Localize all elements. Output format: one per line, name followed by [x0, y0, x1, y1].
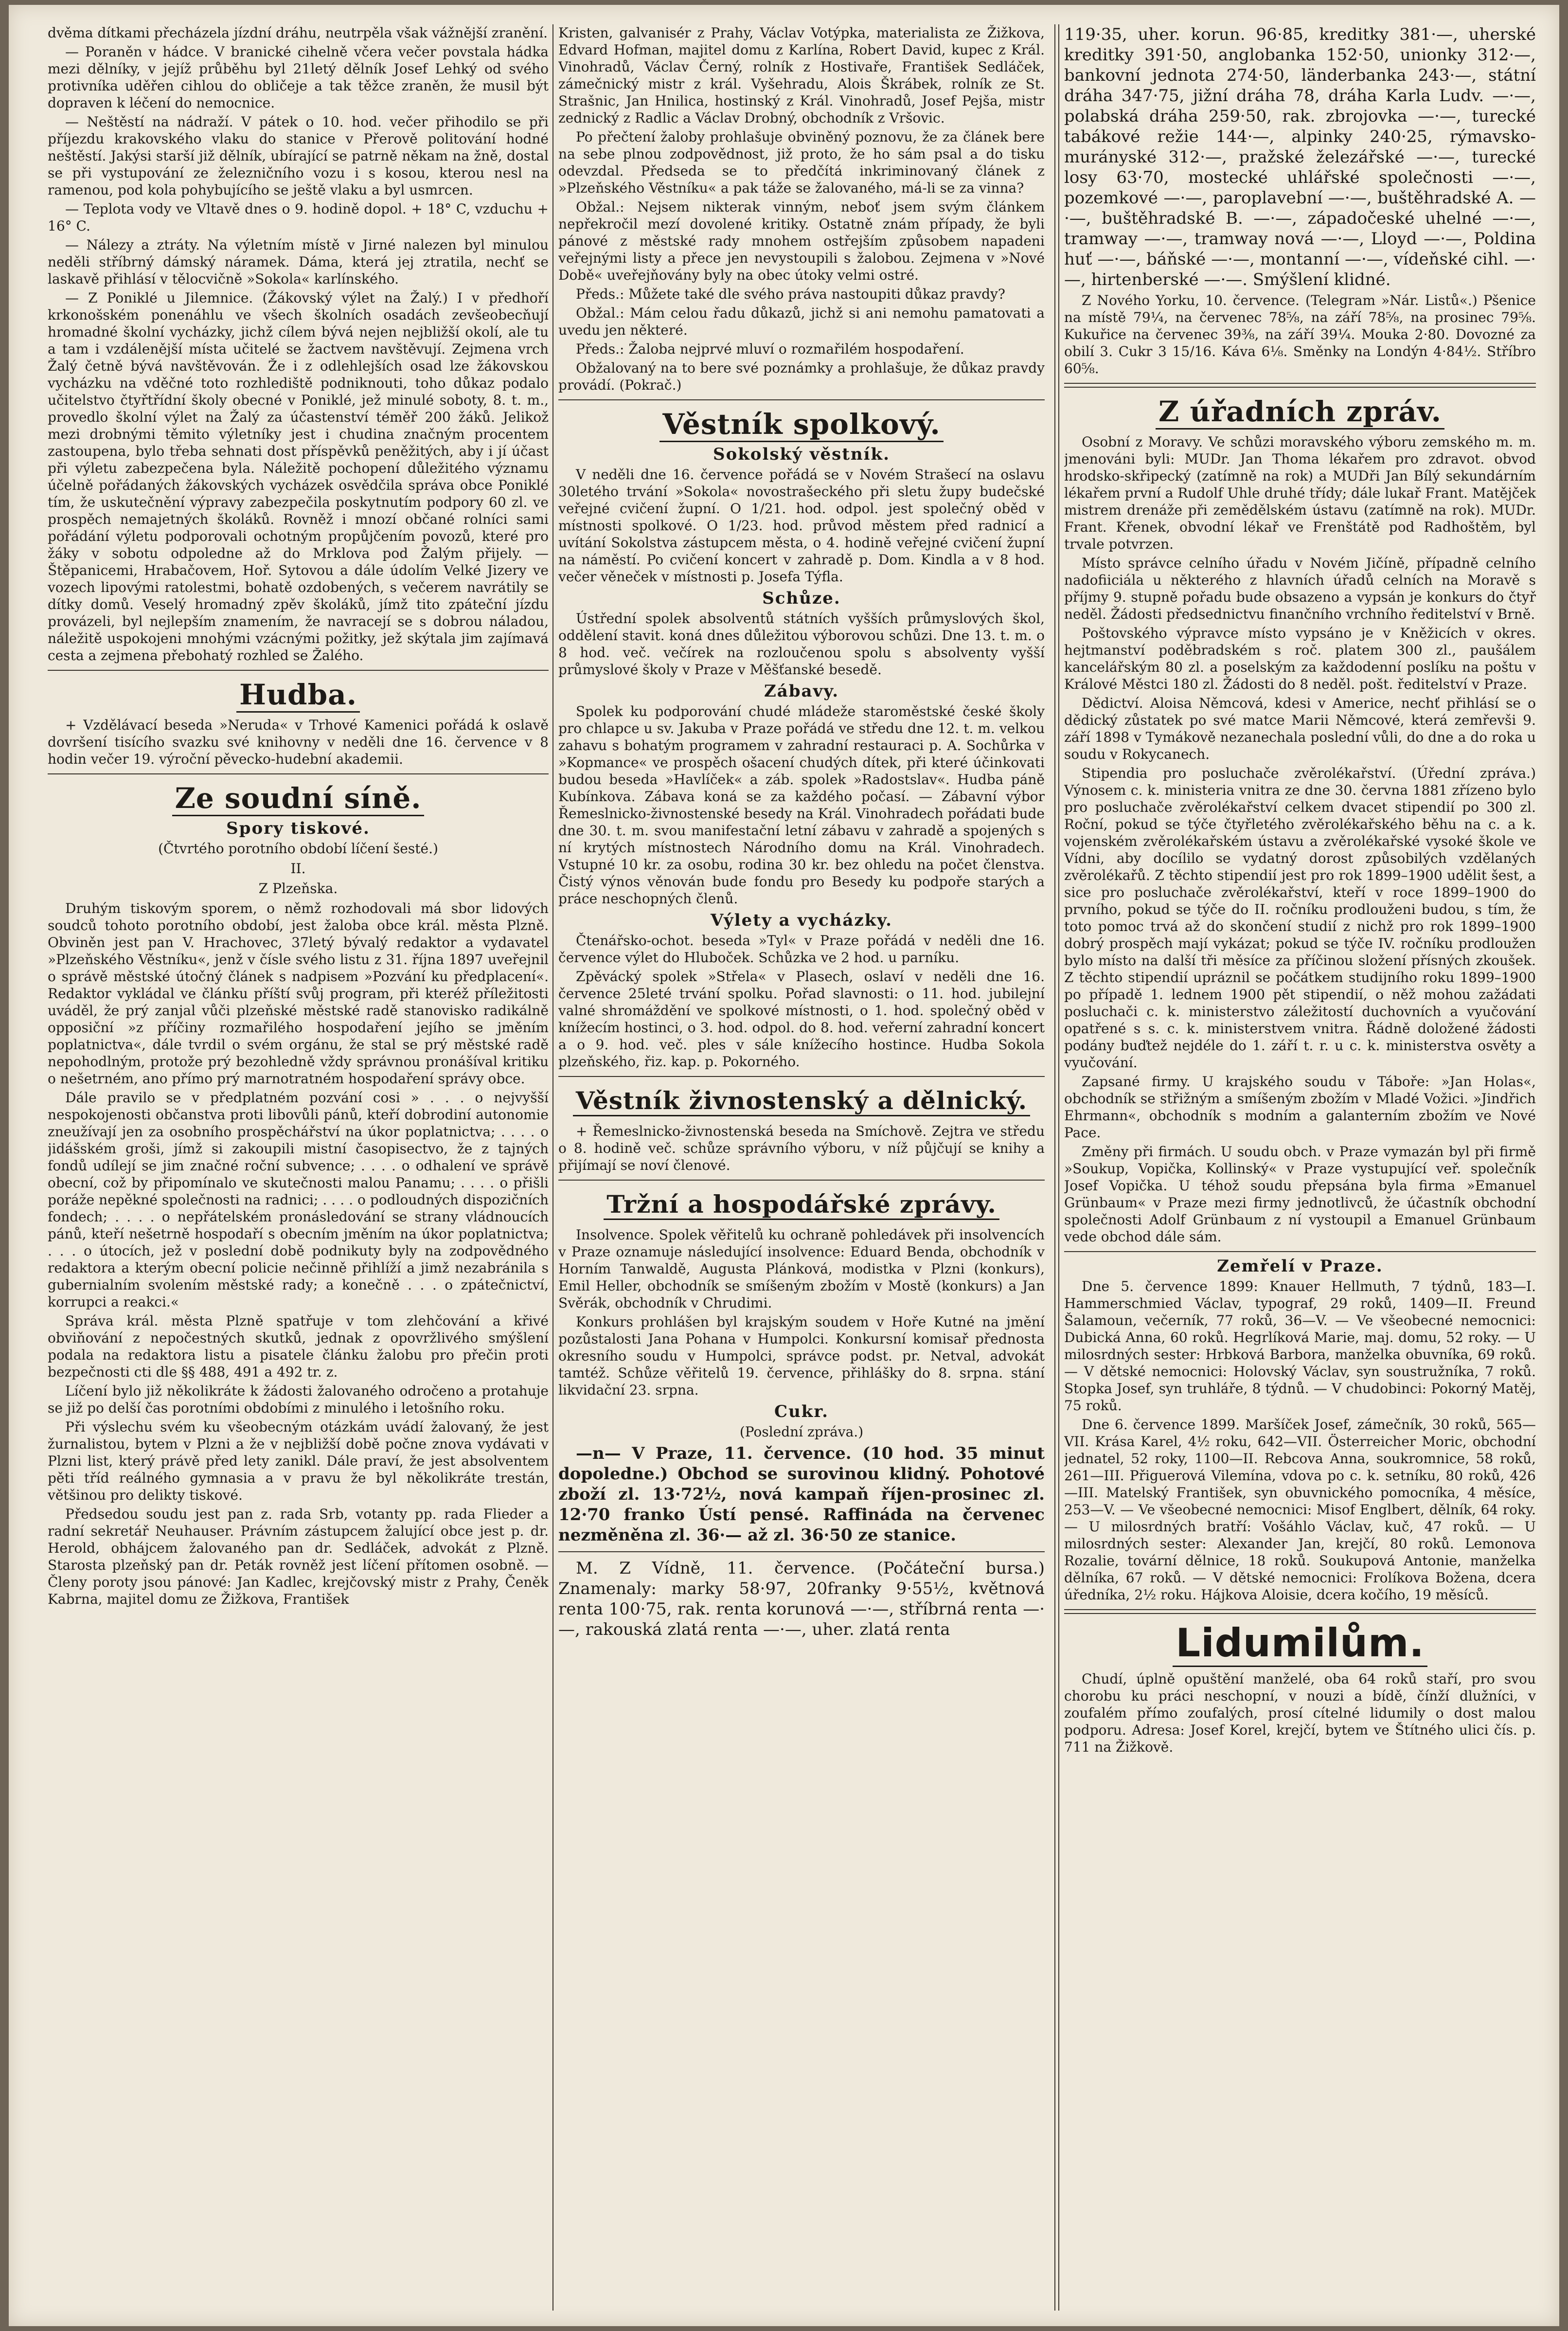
divider [1064, 1251, 1536, 1252]
divider [1064, 383, 1536, 388]
section-title-vestnik-spolkovy: Věstník spolkový. [558, 407, 1045, 441]
column-1 [48, 24, 549, 2311]
paragraph: Předs.: Můžete také dle svého práva nastoupiti důkaz pravdy? [576, 286, 1005, 302]
paragraph: Spolek ku podporování chudé mládeže staroměstské české školy pro chlapce u sv. Jakuba v Praze pořádá ve středu dne 12. t. m. velkou zahavu s bohatým programem v zahradní restauraci p. A. Sochůrka v »Kopmance« ve prospěch ošacení chudých dítek, při které účinkovati budou beseda »Havlíček« a záb. spolek »Radostslav«. Hudba páně Kubínkova. Zábava koná se za každého počasí. — Zábavní výbor Řemeslnicko-živnostenské besedy na Král. Vinohradech pořádati bude dne 30. t. m. svou manifestační letní zábavu v zahradě a spojených s ní krytých místnostech Národního domu na Král. Vinohradech. Vstupné 10 kr. za osobu, rodina 30 kr. bez ohledu na počet členstva. Čistý výnos věnován bude fondu pro Besedy ku podpoře starých a práce neschopných členů. [558, 703, 1045, 907]
paragraph: Zpěvácký spolek »Střela« v Plasech, oslaví v neděli dne 16. července 25leté trvání spolku. Pořad slavnosti: o 11. hod. jubilejní valné shromáždění ve spolkové místnosti, o 1. hod. společný oběd v knížecím hostinci, o 3. hod. odpol. do 8. hod. veřerní zahradní koncert a o 9. hod. več. ples v sále knížecího hostince. Hudba Sokola plzeňského, řiz. kap. p. Pokorného. [558, 968, 1045, 1070]
paragraph: Po přečtení žaloby prohlašuje obviněný poznovu, že za článek bere na sebe plnou zodpovědnost, již proto, že ho sám psal a do tisku odevzdal. Předseda se to předčítá inkriminovaný článek z »Plzeňského Věstníku« a pak táže se žalovaného, má-li se za vinna? [558, 129, 1045, 196]
paragraph: Stipendia pro posluchače zvěrolékařství. (Úřední zpráva.) Výnosem c. k. ministeria vnitra ze dne 30. června 1881 zřízeno bylo pro posluchače zvěrolékařství celkem dvacet stipendií po 300 zl. Roční, pokud se týče čtyřletého zvěrolékařského běhu na c. a k. vojenském zvěrolékařském ústavu a zvěrolékařské vysoké škole ve Vídni, aby docílilo se vydatný dorost způsobilých vzdělaných zvěrolékařů. Z těchto stipendií jest pro rok 1899–1900 udělit šest, a sice pro posluchače zvěrolékařství, kteří v roce 1899–1900 do prvního, pokud se týče do II. ročníku prodlouženi budou, s tím, že toto pomoc trvá až do skončení studií z nichž pro rok 1899–1900 dobrý prospěch mají vykázat; pokud se týče IV. ročníku prodloužen bylo místo na další tři měsíce za příčinou složení přísných zkoušek. Z těchto stipendií upráznil se počátkem studijního roku 1899–1900 po případě 1. lednem 1900 pět stipendií, o něž mohou zažádati posluchači c. k. ministerstvo záležitostí duchovních a vyučování opatřené s s. c. k. ministerstvem vnitra. Řádně doložené žádosti podány buďtež nejdéle do 1. září t. r. u c. k. ministerstva osvěty a vyučování. [1064, 765, 1536, 1071]
paragraph: Líčení bylo již několikráte k žádosti žalovaného odročeno a protahuje se již po delší čas porotními obdobími z minulého i letošního roku. [48, 1383, 549, 1416]
subheading: Schůze. [762, 589, 841, 608]
column-rule [1054, 24, 1055, 2311]
paragraph: + Vzdělávací beseda »Neruda« v Trhové Kamenici pořádá k oslavě dovršení tisícího svazku své knihovny v neděli dne 16. července v 8 hodin večer 19. výroční pěvecko-hudební akademii. [48, 717, 549, 767]
paragraph: Správa král. města Plzně spatřuje v tom zlehčování a křivé obviňování z nepočestných skutků, jednak z opovržlivého smýšlení podala na redaktora listu a pisatele článku žalobu pro přečin proti bezpečnosti cti dle §§ 488, 491 a 492 tr. z. [48, 1313, 549, 1380]
paragraph: Předsedou soudu jest pan z. rada Srb, votanty pp. rada Flieder a radní sekretář Neuhauser. Právním zástupcem žalující obce jest p. dr. Herold, obhájcem žalovaného pan dr. Sedláček, advokát z Plzně. Starosta plzeňský pan dr. Peták rovněž jest líčení přítomen osobně. — Členy poroty jsou pánové: Jan Kadlec, krejčovský mistr z Prahy, Čeněk Kabrna, majitel domu ze Žižkova, František [48, 1506, 549, 1607]
paragraph: + Řemeslnicko-živnostenská beseda na Smíchově. Zejtra ve středu o 8. hodině več. schůze správního výboru, v níž půjčují se knihy a přijímají se noví členové. [558, 1123, 1045, 1173]
paragraph: Z Nového Yorku, 10. července. (Telegram »Nár. Listů«.) Pšenice na místě 79¼, na červenec 78⅝, na září 78⅝, na prosinec 79⅝. Kukuřice na červenec 39⅜, na září 39¼. Mouka 2·80. Dovozné za obilí 3. Cukr 3 15/16. Káva 6⅛. Směnky na Londýn 4·84½. Stříbro 60⅝. [1064, 292, 1536, 377]
paragraph: Ústřední spolek absolventů státních vyšších průmyslových škol, oddělení stavit. koná dnes důležitou výborovou schůzi. Dne 13. t. m. o 8 hod. več. večírek na rozloučenou spolu s absolventy vyšší průmyslové školy v Praze v Měšťanské besedě. [558, 610, 1045, 678]
divider [48, 670, 549, 671]
section-title-trzni-zpravy: Tržní a hospodářské zprávy. [558, 1187, 1045, 1221]
paragraph: Dědictví. Aloisa Němcová, kdesi v Americe, nechť přihlásí se o dědický zůstatek po své matce Marii Němcové, která zemřevši 9. září 1898 v Tymákově nezanechala poslední vůli, do dne a do roka u soudu v Rokycanech. [1064, 695, 1536, 762]
paragraph: M. Z Vídně, 11. července. (Počáteční bursa.) Znamenaly: marky 58·97, 20franky 9·55½, květnová renta 100·75, rak. renta korunová —·—, stříbrná renta —·—, rakouská zlatá renta —·—, uher. zlatá renta [558, 1559, 1045, 1639]
divider [48, 773, 549, 774]
section-title-hudba: Hudba. [48, 678, 549, 712]
divider [1064, 1609, 1536, 1614]
subheading: Zemřelí v Praze. [1217, 1256, 1383, 1276]
divider [558, 1180, 1045, 1181]
paragraph: Osobní z Moravy. Ve schůzi moravského výboru zemského m. m. jmenováni byli: MUDr. Jan Thoma lékařem pro zdravot. obvod hrodsko-skřipecký (zatímně na rok) a MUDři Jan Bílý sekundárním lékařem první a Rudolf Uhle druhé třídy; dále lukař Frant. Matějček mistrem drenáže při zemědělském ústavu (zatímně na rok). MUDr. Frant. Křenek, obvodní lékař ve Frenštátě pod Radhoštěm, byl trvale potvrzen. [1064, 434, 1536, 552]
newspaper-page [9, 5, 1559, 2326]
paragraph: Obžal.: Mám celou řadu důkazů, jichž si ani nemohu pamatovati a uvedu jen některé. [558, 305, 1045, 338]
paragraph: — Poraněn v hádce. V branické cihelně včera večer povstala hádka mezi dělníky, v jejíž průběhu byl 21letý dělník Josef Lehký od svého protivníka uděřen cihlou do obličeje a tak těžce zraněn, že musil být dopraven k léčení do nemocnice. [48, 44, 549, 111]
column-rule [1058, 24, 1059, 2311]
paragraph: Dne 6. července 1899. Maršíček Josef, zámečník, 30 roků, 565—VII. Krása Karel, 4½ roku, 642—VII. Österreicher Moric, obchodní jednatel, 52 roky, 1100—II. Rebcova Anna, soukromnice, 58 roků, 261—III. Přiguerová Vilemína, vdova po c. k. setníku, 80 roků, 426—III. Matelský František, syn obuvnického pomocníka, 4 měsíce, 253—V. — Ve všeobecné nemocnici: Misof Englbert, dělník, 64 roky. — U milosrdných bratří: Vošáhlo Václav, kuč, 47 roků. — U milosrdných sester: Alexander Jan, krejčí, 80 roků. Lemonova Rozalie, tovární dělnice, 18 roků. Soukupová Antonie, manželka dělníka, 67 roků. — V dětské nemocnici: Frolíkova Božena, dcera úředníka, 2½ roku. Hájkova Aloisie, dcera kočího, 19 měsíců. [1064, 1417, 1536, 1603]
paragraph: Dále pravilo se v předplatném pozvání cosi » . . . o nejvyšší nespokojenosti občanstva proti libovůli pánů, kteří dobrodiní autonomie zneužívají jen za osobního prospěchářství na úkor poplatnictva; . . . . o jidášském groši, jímž si zakoupili mistní časopisectvo, že z tajných fondů udílejí se jim značné roční subvence; . . . . o odhalení ve správě obecní, což by připomínalo ve skutečnosti malou Panamu; . . . . o přišli poráže nepěkné společnosti na radnici; . . . . o podloudných dispozičních fondech; . . . . o nepřátelském pronásledování se strany vládnoucích pánů, kteří nešetrně hospodaří s obecním jměním na úkor poplatnictva; . . . o útocích, jež v poslední době podnikuty byly na zodpovědného redaktora a kterým obecní policie nečinně přihlíží a jimž nezabránila s gubernialním svolením městské rady; a konečně . . . o zpátečnictví, korrupci a reakci.« [48, 1090, 549, 1310]
section-title-lidumilum: Lidumilům. [1064, 1621, 1536, 1666]
paragraph: Čtenářsko-ochot. beseda »Tyl« v Praze pořádá v neděli dne 16. července výlet do Hluboček. Schůzka ve 2 hod. u parníku. [558, 932, 1045, 966]
paragraph: — Teplota vody ve Vltavě dnes o 9. hodině dopol. + 18° C, vzduchu + 16° C. [48, 201, 549, 234]
subheading: Zábavy. [764, 681, 839, 701]
paragraph: Změny při firmách. U soudu obch. v Praze vymazán byl při firmě »Soukup, Vopička, Kollinský« v Praze vystupující veř. společník Josef Vopička. U téhož soudu přepsána byla firma »Emanuel Grünbaum« v Praze mezi firmy jednotlivců, že účastník obchodní společnosti Adolf Grünbaum z ní vystoupil a Emanuel Grünbaum vede obchod dále sám. [1064, 1144, 1536, 1245]
section-title-uradni-zpravy: Z úřadních zpráv. [1064, 394, 1536, 429]
paragraph-bold: —n— V Praze, 11. července. (10 hod. 35 minut dopoledne.) Obchod se surovinou klidný. Pohotové zboží zl. 13·72½, nová kampaň říjen-prosinec zl. 12·70 franko Ústí pensé. Raffináda na červenec nezměněna zl. 36·— až zl. 36·50 ze stanice. [558, 1444, 1045, 1545]
paragraph: Předs.: Žaloba nejprvé mluví o rozmařilém hospodaření. [576, 341, 964, 357]
subheading: Spory tiskové. [226, 819, 370, 838]
paragraph: — Nálezy a ztráty. Na výletním místě v Jirné nalezen byl minulou neděli stříbrný dámský náramek. Dáma, která jej ztratila, nechť se laskavě přihlásí v tělocvičně »Sokola« karlínského. [48, 237, 549, 287]
paragraph: Zapsané firmy. U krajského soudu v Táboře: »Jan Holas«, obchodník se střižným a smíšeným zbožím v Mladé Vožici. »Jindřich Ehrmann«, obchodník s modním a galanterním zbožím ve Nové Pace. [1064, 1074, 1536, 1141]
paragraph: Insolvence. Spolek věřitelů ku ochraně pohledávek při insolvencích v Praze oznamuje následující insolvence: Eduard Benda, obchodník v Horním Tanwaldě, Augusta Plánková, modistka v Plzni (konkurs), Emil Heller, obchodník se smíšeným zbožím v Mostě (konkurs) a Jan Svěrák, obchodník v Chrudimi. [558, 1227, 1045, 1311]
paragraph: Obžal.: Nejsem nikterak vinným, neboť jsem svým článkem nepřekročil mezí dovolené kritiky. Ostatně znám případy, že byli pánové z městské rady mnohem ostřejším způsobem napadeni veřejnými listy a přece jen nevystoupili s žalobou. Zejmena v »Nové Době« uveřejňovány byly na obec útoky velmi ostré. [558, 199, 1045, 283]
column-rule [552, 24, 553, 2311]
paragraph: — Z Poniklé u Jilemnice. (Žákovský výlet na Žalý.) I v předhoří krkonošském ponenáhlu ve všech školních osadách zevšeobecňují hromadné školní vycházky, jichž cílem bývá nejen nejbližší okolí, ale tu a tam i vzdálenější místa učitelé se žactvem navštěvují. Zejmena vrch Žalý četně bývá navštěvován. Že i z odlehlejších osad lze žákovskou vycházku na vděčné toto rozhlediště podniknouti, toho důkaz podalo učitelstvo čtyřtřídní školy obecné v Poniklé, jež minulé soboty, 8. t. m., provedlo školní výlet na Žalý za účastenství téměř 200 žáků. Jelikož mezi drobnými těmito výletníky jest i chudina značným procentem zastoupena, bylo třeba sehnati dost příspěvků peněžitých, aby i jí účast při výletu zabezpečena byla. Náležitě pochopení důležitého významu účelně pořádaných žákovských vycházek osvědčila správa obce Poniklé tím, že uskutečnění výpravy zabezpečila poskytnutím podpory 60 zl. ve prospěch nemajetných školáků. Rovněž i mnozí občané rolníci sami pořádání výletu podporovali ochotným propůjčením povozů, které pro žáky v sobotu odpoledne až do Mrklova pod Žalým přijely. — Štěpanicemi, Hrabačovem, Hoř. Sytovou a dále údolím Velké Jizery ve vozech lipovými ratolestmi, bohatě ozdobených, s večerem navrátily se dítky domů. Veselý hromadný zpěv školáků, jímž tito zpáteční jízdu provázeli, byl nejlepším znamením, že navracejí se s dobrou náladou, náležitě uspokojeni mnohými vzácnými požitky, jež skýtala jim zajímavá cesta a zejmena přebohatý rozhled se Žalého. [48, 290, 549, 663]
subheading-note: (Čtvrtého porotního období líčení šesté.) [158, 841, 438, 857]
subheading: Sokolský věstník. [713, 445, 890, 464]
paragraph: Místo správce celního úřadu v Novém Jičíně, případně celního nadofiiciála u některého z hlavních úřadů celních na Moravě s příjmy 9. stupně pořadu bude obsazeno a vypsán je konkurs do čtyř neděl. Žádosti předsednictvu finančního vrchního ředitelství v Brně. [1064, 555, 1536, 622]
section-title-soudni-sin: Ze soudní síně. [48, 781, 549, 815]
subheading-note: (Poslední zpráva.) [739, 1424, 864, 1440]
subheading-number: II. [290, 861, 306, 877]
section-title-vestnik-zivnostensky: Věstník živnostenský a dělnický. [558, 1084, 1045, 1118]
subheading: Cukr. [774, 1402, 829, 1421]
column-2 [558, 24, 1045, 2311]
divider [558, 399, 1045, 400]
column-3 [1064, 24, 1536, 2311]
divider [558, 1551, 1045, 1552]
paragraph: Při výslechu svém ku všeobecným otázkám uvádí žalovaný, že jest žurnalistou, bytem v Plzni a že v nejbližší době počne znova vydávati v Plzni list, který právě před lety zanikl. Dále praví, že jest absolventem pěti tříd reálného gymnasia a v pravu že byl několikráte trestán, většinou pro delikty tiskové. [48, 1419, 549, 1503]
paragraph: — Neštěstí na nádraží. V pátek o 10. hod. večer přihodilo se při příjezdu krakovského vlaku do stanice v Přerově politování hodné neštěstí. Jakýsi starší již dělník, ubírající se patrně někam na žně, dostal se při vystupování ze železničního vozu i s kosou, kterou nesl na ramenou, pod kola pohybujícího se ještě vlaku a byl usmrcen. [48, 114, 549, 198]
paragraph: Obžalovaný na to bere své poznámky a prohlašuje, že důkaz pravdy provádí. (Pokrač.) [558, 360, 1045, 393]
paragraph: dvěma dítkami přecházela jízdní dráhu, neutrpěla však vážnější zranění. [48, 25, 548, 41]
paragraph: Druhým tiskovým sporem, o němž rozhodovali má sbor lidových soudců tohoto porotního období, jest žaloba obce král. města Plzně. Obviněn jest pan V. Hrachovec, 37letý bývalý redaktor a vydavatel »Plzeňského Věstníku«, jenž v čísle svého listu z 31. října 1897 uveřejnil o správě městské útočný článek s nadpisem »Pozvání ku předplacení«. Redaktor vykládal ve článku příští svůj program, při kteréž příležitosti uváděl, že prý zanjal vůči plzeňské městské radě stanovisko radikálně opposiční »z příčiny rozmařilého hospodaření jejího se jměním poplatnictva«, dále tvrdil o svém orgánu, že stal se prý městské radě nepohodlným, protože prý bezohledně vždy správnou pronášíval kritiku o nešetrném, ano přímo prý marnotratném hospodaření správy obce. [48, 900, 549, 1087]
paragraph: V neděli dne 16. července pořádá se v Novém Strašecí na oslavu 30letého trvání »Sokola« novostrašeckého při sletu župy budečské veřejné cvičení župní. O 1/21. hod. odpol. jest společný oběd v místnosti spolkové. O 1/23. hod. průvod městem před radnicí a uvítání Sokolstva zástupcem města, o 4. hodině veřejné cvičení župní na náměstí. Po cvičení koncert v zahradě p. Dom. Kindla a v 8 hod. večer věneček v místnosti p. Josefa Týfla. [558, 466, 1045, 585]
paragraph: Chudí, úplně opuštění manželé, oba 64 roků staří, pro svou chorobu ku práci neschopní, v nouzi a bídě, čínží dlužníci, v zoufalém přímo zoufalých, prosí cítelné lidumily o dost malou podporu. Adresa: Josef Korel, krejčí, bytem ve Štítného ulici čís. p. 711 na Žižkově. [1064, 1671, 1536, 1755]
paragraph: Konkurs prohlášen byl krajským soudem v Hoře Kutné na jmění pozůstalosti Jana Pohana v Humpolci. Konkursní komisař přednosta okresního soudu v Humpolci, správce podst. pr. Netval, advokát tamtéž. Schůze věřitelů 19. července, přihlášky do 8. srpna. stání likvidační 23. srpna. [558, 1314, 1045, 1398]
divider [558, 1076, 1045, 1077]
paragraph: Dne 5. července 1899: Knauer Hellmuth, 7 týdnů, 183—I. Hammerschmied Václav, typograf, 29 roků, 1409—II. Freund Šalamoun, večerník, 77 roků, 36—V. — Ve všeobecné nemocnici: Dubická Anna, 60 roků. Hegrlíková Marie, maj. domu, 52 roky. — U milosrdných sester: Hrbková Barbora, manželka obuvníka, 69 roků. — V dětské nemocnici: Holovský Václav, syn soustružníka, 7 roků. Stopka Josef, syn truhláře, 8 týdnů. — V chudobinci: Pokorný Matěj, 75 roků. [1064, 1278, 1536, 1414]
paragraph: 119·35, uher. korun. 96·85, kreditky 381·—, uherské kreditky 391·50, anglobanka 152·50, unionky 312·—, bankovní jednota 274·50, länderbanka 243·—, státní dráha 347·75, jižní dráha 78, dráha Karla Ludv. —·—, polabská dráha 259·50, rak. zbrojovka —·—, turecké tabákové režie 144·—, alpinky 240·25, rýmavsko-murányské 312·—, pražské železářské —·—, turecké losy 63·70, mostecké uhlářské společnosti —·—, pozemkové —·—, paroplavební —·—, buštěhradské A. —·—, buštěhradské B. —·—, západočeské uhelné —·—, tramway —·—, tramway nová —·—, Lloyd —·—, Poldina huť —·—, báňské —·—, montanní —·—, vídeňské cihl. —·—, hirtenberské —·—. Smýšlení klidné. [1064, 25, 1536, 289]
paragraph: Poštovského výpravce místo vypsáno je v Kněžicích v okres. hejtmanství poděbradském s roč. platem 300 zl., paušálem kancelářským 80 zl. a poselským za každodenní poslíku na poštu v Králové Městci 180 zl. Žádosti do 8 neděl. pošt. ředitelství v Praze. [1064, 625, 1536, 692]
subheading: Výlety a vycházky. [711, 911, 892, 930]
subheading-place: Z Plzeňska. [258, 880, 338, 897]
paragraph: Kristen, galvanisér z Prahy, Václav Votýpka, materialista ze Žižkova, Edvard Hofman, majitel domu z Karlína, Robert David, kupec z Král. Vinohradů, Václav Černý, rolník z Hostivaře, František Sedláček, zámečnický mistr z král. Vyšehradu, Alois Škrábek, rolník ze St. Strašnic, Jan Hnilica, hostinský z Král. Vinohradů, Josef Pejša, mistr zednický z Radlic a Václav Drobný, obchodník z Vršovic. [558, 25, 1045, 126]
